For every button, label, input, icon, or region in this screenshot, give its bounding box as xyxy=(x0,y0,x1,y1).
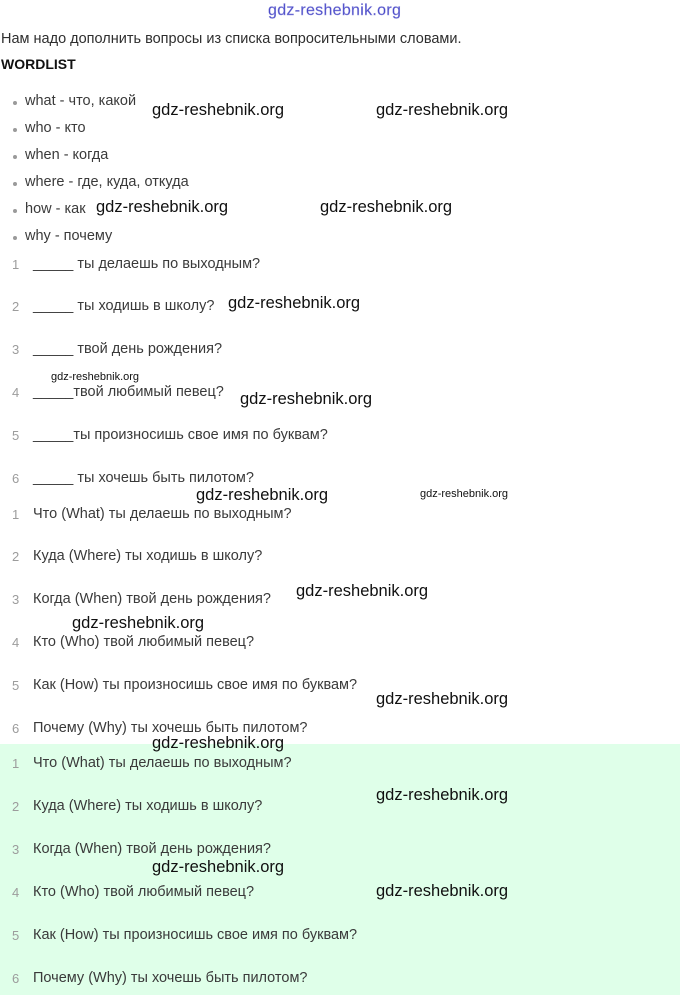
answer-text: Как (How) ты произносишь свое имя по буквам? xyxy=(33,677,358,693)
answer-number: 2 xyxy=(12,549,20,564)
question-text: _____ ты хочешь быть пилотом? xyxy=(33,470,254,486)
bullet-icon xyxy=(13,182,17,186)
answer-number: 5 xyxy=(12,678,20,693)
answer-text: Куда (Where) ты ходишь в школу? xyxy=(33,548,263,564)
answer-text: Когда (When) твой день рождения? xyxy=(33,841,271,857)
question-text: _____ ты делаешь по выходным? xyxy=(33,256,261,272)
wordlist-item: how - как xyxy=(25,201,86,217)
watermark-text: gdz-reshebnik.org xyxy=(420,488,509,500)
answer-number: 6 xyxy=(12,721,20,736)
site-header-link[interactable]: gdz-reshebnik.org xyxy=(268,2,402,19)
question-text: _____ ты ходишь в школу? xyxy=(33,298,215,314)
watermark-text: gdz-reshebnik.org xyxy=(240,390,373,408)
watermark-text: gdz-reshebnik.org xyxy=(152,101,285,119)
watermark-text: gdz-reshebnik.org xyxy=(376,786,509,804)
question-number: 6 xyxy=(12,471,20,486)
answer-number: 4 xyxy=(12,635,20,650)
watermark-text: gdz-reshebnik.org xyxy=(196,486,329,504)
question-number: 3 xyxy=(12,342,20,357)
answer-text: Что (What) ты делаешь по выходным? xyxy=(33,506,292,522)
intro-text: Нам надо дополнить вопросы из списка вопросительными словами. xyxy=(1,31,462,47)
answer-number: 1 xyxy=(12,507,20,522)
bullet-icon xyxy=(13,236,17,240)
watermark-text: gdz-reshebnik.org xyxy=(72,614,205,632)
watermark-text: gdz-reshebnik.org xyxy=(376,101,509,119)
bullet-icon xyxy=(13,209,17,213)
answer-number: 5 xyxy=(12,928,20,943)
wordlist-item: where - где, куда, откуда xyxy=(25,174,189,190)
question-text: _____ твой день рождения? xyxy=(33,341,223,357)
bullet-icon xyxy=(13,155,17,159)
watermark-text: gdz-reshebnik.org xyxy=(96,198,229,216)
watermark-text: gdz-reshebnik.org xyxy=(228,294,361,312)
question-number: 5 xyxy=(12,428,20,443)
answer-text: Что (What) ты делаешь по выходным? xyxy=(33,755,292,771)
question-number: 2 xyxy=(12,299,20,314)
answer-number: 3 xyxy=(12,592,20,607)
watermark-text: gdz-reshebnik.org xyxy=(376,882,509,900)
wordlist-item: who - кто xyxy=(25,120,86,136)
bullet-icon xyxy=(13,128,17,132)
answer-number: 3 xyxy=(12,842,20,857)
answer-text: Почему (Why) ты хочешь быть пилотом? xyxy=(33,970,308,986)
highlighted-answer-block xyxy=(0,744,680,995)
answer-number: 1 xyxy=(12,756,20,771)
answer-text: Как (How) ты произносишь свое имя по буквам? xyxy=(33,927,358,943)
answer-text: Кто (Who) твой любимый певец? xyxy=(33,884,255,900)
answer-text: Когда (When) твой день рождения? xyxy=(33,591,271,607)
watermark-text: gdz-reshebnik.org xyxy=(320,198,453,216)
watermark-text: gdz-reshebnik.org xyxy=(152,734,285,752)
watermark-text: gdz-reshebnik.org xyxy=(376,690,509,708)
answer-number: 6 xyxy=(12,971,20,986)
answer-text: Кто (Who) твой любимый певец? xyxy=(33,634,255,650)
wordlist-item: why - почему xyxy=(25,228,113,244)
wordlist-heading: WORDLIST xyxy=(1,56,76,72)
question-text: _____ты произносишь свое имя по буквам? xyxy=(33,427,328,443)
answer-number: 2 xyxy=(12,799,20,814)
question-number: 1 xyxy=(12,257,20,272)
watermark-text: gdz-reshebnik.org xyxy=(51,371,140,383)
wordlist-item: when - когда xyxy=(25,147,109,163)
question-number: 4 xyxy=(12,385,20,400)
bullet-icon xyxy=(13,101,17,105)
wordlist-item: what - что, какой xyxy=(25,93,137,109)
question-text: _____твой любимый певец? xyxy=(33,384,224,400)
watermark-text: gdz-reshebnik.org xyxy=(296,582,429,600)
watermark-text: gdz-reshebnik.org xyxy=(152,858,285,876)
answer-text: Почему (Why) ты хочешь быть пилотом? xyxy=(33,720,308,736)
answer-number: 4 xyxy=(12,885,20,900)
answer-text: Куда (Where) ты ходишь в школу? xyxy=(33,798,263,814)
